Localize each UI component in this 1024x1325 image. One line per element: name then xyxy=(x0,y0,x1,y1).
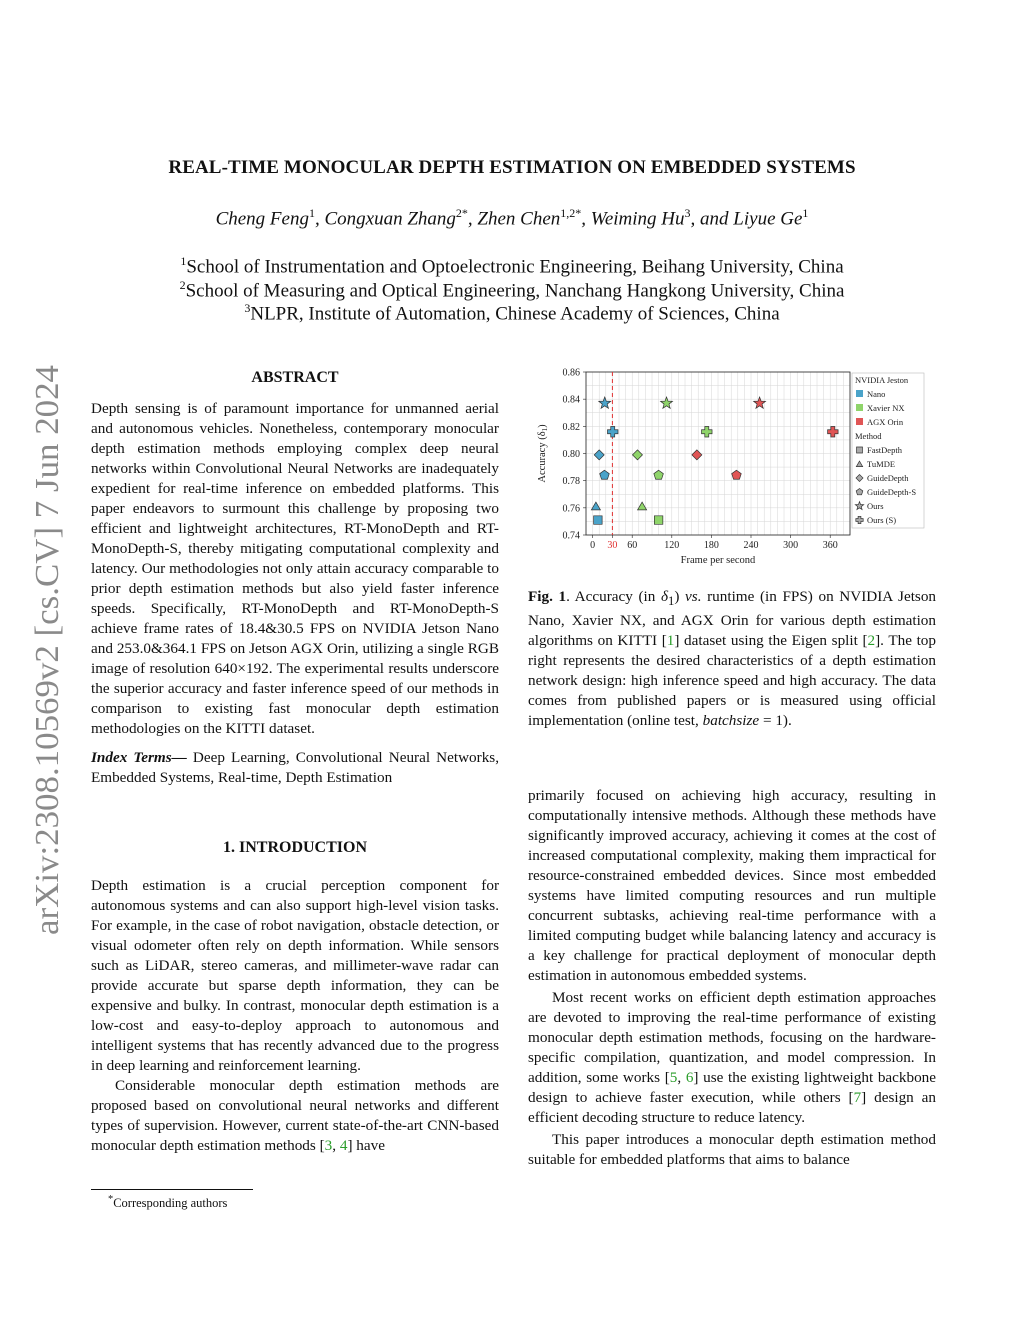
figure-caption xyxy=(528,587,936,731)
chart-grid xyxy=(586,372,850,535)
y-axis-label-text: Accuracy (δ xyxy=(537,431,548,483)
y-axis-label xyxy=(537,424,549,483)
author-name: Liyue Ge xyxy=(733,208,803,230)
caption-delta-sub: 1 xyxy=(668,594,675,609)
x-tick-label: 240 xyxy=(743,540,759,551)
y-tick-label: 0.78 xyxy=(562,476,580,488)
citation-link[interactable]: 7 xyxy=(853,1089,862,1106)
data-point-ours-nano xyxy=(599,397,611,408)
caption-vs: vs. xyxy=(685,588,702,605)
intro-paragraph-1: Depth estimation is a crucial perception component for autonomous systems and can also support high-level vision tasks. For example, in the case of robot navigation, obstacle detection, or visual odometer often rely on depth information. While sensors such as LiDAR, stereo cameras, and millimeter-wave radar can provide accurate but sparse depth information, they can be expensive and bulky. In contrast, monocular depth estimation is a low-cost and easy-to-deploy approach to autonomous and intelligent systems that has recently advanced due to the progress in deep learning and reinforcement learning. xyxy=(91,877,499,1074)
y-tick-label: 0.82 xyxy=(562,421,580,433)
x-tick-label: 300 xyxy=(783,540,799,551)
affiliation-3-text: NLPR, Institute of Automation, Chinese Academy of Sciences, China xyxy=(250,303,780,325)
citation-link[interactable]: 3 xyxy=(324,1137,333,1154)
author-name: Congxuan Zhang xyxy=(324,208,456,230)
affiliation-2 xyxy=(80,278,944,302)
affiliation-1 xyxy=(80,254,944,278)
author-name: Cheng Feng xyxy=(215,208,309,230)
caption-text-d: ] dataset using the Eigen split [ xyxy=(674,632,868,650)
x-tick-label: 60 xyxy=(627,540,638,551)
y-axis-label-end: ) xyxy=(537,424,548,428)
footnote-text: Corresponding authors xyxy=(113,1196,228,1211)
arxiv-sidebar-svg xyxy=(14,360,74,940)
chart-legend xyxy=(852,373,924,528)
index-terms-label: Index Terms— xyxy=(91,749,187,766)
intro-paragraph-2 xyxy=(91,1076,499,1156)
citation-link[interactable]: 5 xyxy=(669,1069,678,1086)
y-tick-label: 0.84 xyxy=(562,394,580,406)
affiliation-1-sup: 1 xyxy=(180,254,187,268)
abstract-heading: ABSTRACT xyxy=(251,369,339,386)
author-separator: , xyxy=(314,208,325,230)
caption-math: batchsize xyxy=(702,712,760,730)
author-name: Zhen Chen xyxy=(477,208,561,230)
data-point-guidedepth-s-agx-orin xyxy=(732,470,742,479)
caption-text-a: . Accuracy (in xyxy=(566,588,661,605)
data-point-guidedepth-xavier-nx xyxy=(632,450,642,460)
author-separator: , xyxy=(581,208,591,230)
footnote-mark: * xyxy=(108,1194,114,1205)
legend-method-title: Method xyxy=(855,431,882,441)
affiliation-3-sup: 3 xyxy=(244,301,251,315)
data-point-guidedepth-agx-orin xyxy=(692,450,702,460)
legend-method-label: Ours xyxy=(867,501,884,511)
intro-paragraph-5: This paper introduces a monocular depth estimation method suitable for embedded platforms that aims to balance xyxy=(528,1131,936,1168)
abstract-text: Depth sensing is of paramount importance for unmanned aerial and autonomous vehicles. Nonetheless, contemporary monocular depth estimation methods employing complex deep neural networks within Convolutional Neural Networks are inadequately expedient for real-time inference on embedded platforms. This paper endeavors to surmount this challenge by proposing two efficient and lightweight architectures, RT-MonoDepth and RT-MonoDepth-S, thereby mitigating computational complexity and latency. Our methodologies not only attain accuracy comparable to prior depth estimation methods but also yield faster inference speeds. Specifically, RT-MonoDepth and RT-MonoDepth-S achieve frame rates of 18.4&30.5 FPS on NVIDIA Jetson Nano and 253.0&364.1 FPS on Jetson AGX Orin, utilizing a single RGB image of resolution 640×192. The experimental results underscore the superior accuracy and faster inference speed of our methods in comparison to existing fast monocular depth estimation methodologies on the KITTI dataset. xyxy=(91,400,499,737)
author-affiliation-mark: 3 xyxy=(684,206,691,220)
arxiv-id: arXiv:2308.10569v2 [cs.CV] 7 Jun 2024 xyxy=(29,379,66,935)
citation-link[interactable]: 6 xyxy=(685,1069,694,1086)
arxiv-sidebar xyxy=(14,360,74,940)
author-affiliation-mark: 1 xyxy=(308,206,315,220)
caption-text-e: ]. The top right represents the desired characteristics of a depth estimation network design: high inference speed and high accuracy. The data comes from published papers or is measured using official implementation (online test, xyxy=(528,632,936,730)
y-tick-label: 0.86 xyxy=(562,367,580,379)
data-point-guidedepth-s-nano xyxy=(600,470,610,479)
figure-1-caption xyxy=(528,587,936,731)
intro-right-column xyxy=(528,786,936,1170)
legend-device-label: Xavier NX xyxy=(867,403,905,413)
x-tick-label: 0 xyxy=(590,540,596,551)
legend-method-label: GuideDepth xyxy=(867,473,909,483)
data-point-ours-agx-orin xyxy=(754,397,766,408)
chart-axes xyxy=(537,368,850,567)
y-tick-label: 0.76 xyxy=(562,503,580,515)
affiliation-2-sup: 2 xyxy=(179,278,186,292)
citation-link[interactable]: 1 xyxy=(666,632,675,650)
x-tick-label: 30 xyxy=(607,540,618,551)
legend-device-label: AGX Orin xyxy=(867,417,904,427)
data-point-fastdepth-nano xyxy=(594,516,603,525)
y-tick-label: 0.74 xyxy=(562,530,580,542)
legend-marker-square xyxy=(857,447,863,453)
intro-paragraph-4 xyxy=(528,988,936,1128)
author-affiliation-mark: 2* xyxy=(455,206,468,220)
intro-p2-sep: , xyxy=(332,1137,340,1154)
data-point-guidedepth-s-xavier-nx xyxy=(654,470,664,479)
author-list xyxy=(80,206,944,230)
legend-device-title: NVIDIA Jeston xyxy=(855,375,909,385)
intro-p4-sep: , xyxy=(677,1069,686,1086)
legend-method-label: TuMDE xyxy=(867,459,896,469)
intro-p2-text-b: ] have xyxy=(347,1137,385,1154)
caption-text-c: runtime (in FPS) on NVIDIA Jetson Nano, Xavier NX, and AGX Orin for various depth estimation algorithms on KITTI [ xyxy=(528,588,937,650)
caption-label: Fig. 1 xyxy=(528,588,567,605)
affiliation-2-text: School of Measuring and Optical Engineering, Nanchang Hangkong University, China xyxy=(185,280,845,302)
caption-text-b: ) xyxy=(674,588,686,605)
introduction-section xyxy=(91,839,499,1156)
index-terms-text: Deep Learning, Convolutional Neural Networks, Embedded Systems, Real-time, Depth Estimation xyxy=(91,749,500,786)
author-separator: , xyxy=(467,208,478,230)
legend-swatch xyxy=(856,404,863,411)
caption-text-f: = 1). xyxy=(759,712,792,730)
chart-marks xyxy=(591,397,838,524)
intro-paragraph-3: primarily focused on achieving high accuracy, resulting in computationally intensive methods. Although these methods have significantly improved accuracy, achieving it comes at the cost of increased computational complexity, making them impractical for resource-constrained embedded devices. Since most embedded systems have limited computing resources and run multiple concurrent subtasks, achieving real-time performance with a limited computing budget while balancing latency and accuracy is a key challenge for practical deployment of monocular depth estimation in autonomous embedded systems. xyxy=(528,787,936,984)
author-affiliation-mark: 1 xyxy=(802,206,809,220)
data-point-ours-s--xavier-nx xyxy=(702,427,713,438)
author-affiliation-mark: 1,2* xyxy=(560,206,582,220)
data-point-ours-xavier-nx xyxy=(661,397,673,408)
legend-swatch xyxy=(856,418,863,425)
citation-link[interactable]: 4 xyxy=(339,1137,348,1154)
data-point-fastdepth-xavier-nx xyxy=(654,516,663,525)
x-axis-label: Frame per second xyxy=(680,555,756,566)
author-separator: , and xyxy=(690,208,734,230)
x-tick-label: 120 xyxy=(664,540,680,551)
paper-title: REAL-TIME MONOCULAR DEPTH ESTIMATION ON EMBEDDED SYSTEMS xyxy=(168,157,856,178)
citation-link[interactable]: 2 xyxy=(867,632,876,650)
intro-p2-text-a: Considerable monocular depth estimation methods are proposed based on convolutional neural networks and different types of supervision. However, current state-of-the-art CNN-based monocular depth estimation methods [ xyxy=(91,1077,499,1154)
abstract-section xyxy=(91,369,499,788)
legend-swatch xyxy=(856,390,863,397)
caption-delta: δ xyxy=(660,588,669,605)
intro-heading: 1. INTRODUCTION xyxy=(222,839,367,856)
x-tick-label: 360 xyxy=(822,540,838,551)
intro-p4-text-c: ] design an efficient decoding structure to reduce latency. xyxy=(528,1089,937,1126)
data-point-ours-s--agx-orin xyxy=(828,427,839,438)
accuracy-fps-chart xyxy=(528,363,938,573)
affiliation-1-text: School of Instrumentation and Optoelectronic Engineering, Beihang University, China xyxy=(186,256,844,278)
legend-method-label: FastDepth xyxy=(867,445,902,455)
footnote-rule xyxy=(91,1189,253,1190)
footnote xyxy=(108,1194,227,1211)
legend-method-label: GuideDepth-S xyxy=(867,487,917,497)
y-axis-label-sub: 1 xyxy=(541,427,549,432)
legend-device-label: Nano xyxy=(867,389,886,399)
index-terms xyxy=(91,748,499,788)
affiliation-3 xyxy=(80,301,944,325)
figure-1 xyxy=(528,363,938,573)
data-point-guidedepth-nano xyxy=(594,450,604,460)
x-tick-label: 180 xyxy=(703,540,719,551)
data-point-ours-s--nano xyxy=(607,427,618,438)
y-tick-label: 0.80 xyxy=(562,449,580,460)
intro-p4-text-b: ] use the existing lightweight backbone design to achieve faster execution, while others [ xyxy=(528,1069,937,1106)
intro-p4-text-a: Most recent works on efficient depth estimation approaches are devoted to improving the real-time performance of existing monocular depth estimation methods, focusing on the hardware-specific compilation, quantization, and model compression. In addition, some works [ xyxy=(528,989,936,1086)
legend-method-label: Ours (S) xyxy=(867,515,897,525)
author-name: Weiming Hu xyxy=(590,208,685,230)
